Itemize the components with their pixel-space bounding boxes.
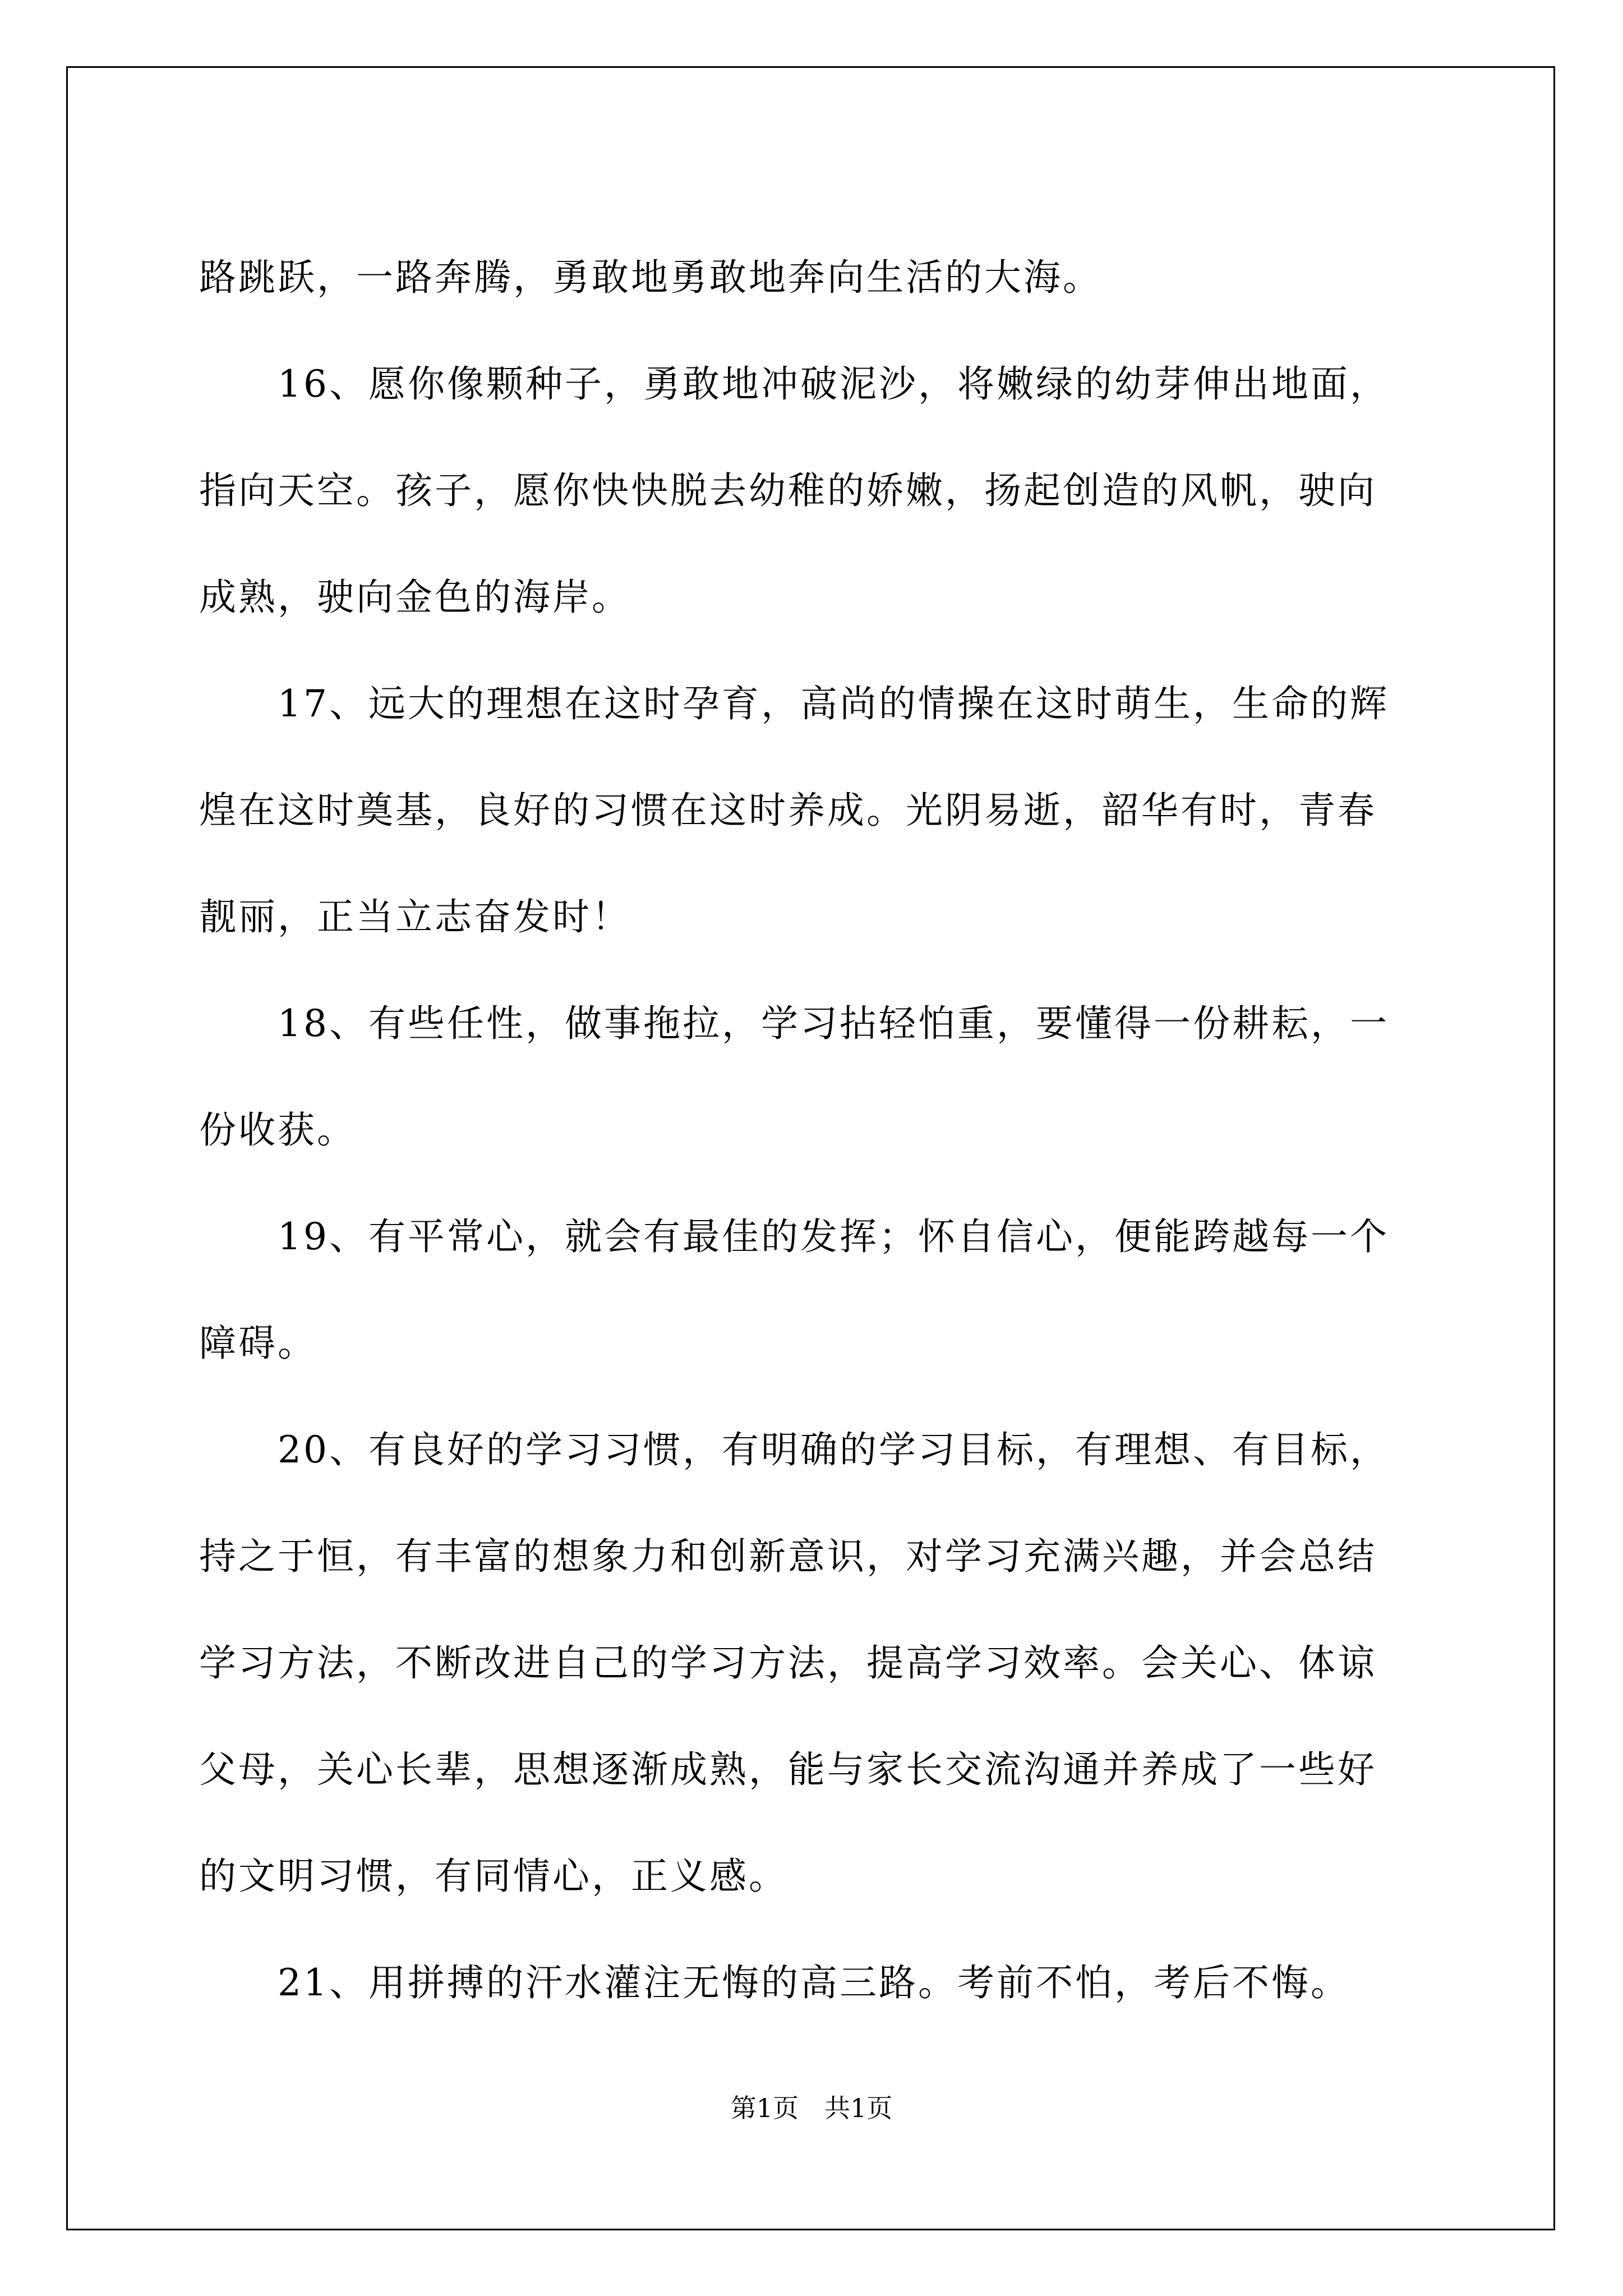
- text-line: 20、有良好的学习习惯，有明确的学习目标，有理想、有目标，: [199, 1428, 1389, 1471]
- text-line: 学习方法，不断改进自己的学习方法，提高学习效率。会关心、体谅: [199, 1641, 1377, 1685]
- text-line: 靓丽，正当立志奋发时！: [199, 895, 631, 938]
- text-line: 煌在这时奠基，良好的习惯在这时养成。光阴易逝，韶华有时，青春: [199, 789, 1377, 832]
- text-line: 障碍。: [199, 1322, 317, 1365]
- text-line: 份收获。: [199, 1108, 356, 1152]
- text-line: 指向天空。孩子，愿你快快脱去幼稚的娇嫩，扬起创造的风帆，驶向: [199, 469, 1377, 512]
- document-body: [199, 224, 1430, 2036]
- text-line: 17、远大的理想在这时孕育，高尚的情操在这时萌生，生命的辉: [199, 682, 1389, 725]
- text-line: 16、愿你像颗种子，勇敢地冲破泥沙，将嫩绿的幼芽伸出地面，: [199, 362, 1389, 406]
- text-line: 的文明习惯，有同情心，正义感。: [199, 1855, 788, 1898]
- page-footer: 第1页 共1页: [730, 2093, 893, 2123]
- text-line: 成熟，驶向金色的海岸。: [199, 576, 631, 619]
- text-line: 19、有平常心，就会有最佳的发挥；怀自信心，便能跨越每一个: [199, 1215, 1389, 1258]
- text-line: 持之于恒，有丰富的想象力和创新意识，对学习充满兴趣，并会总结: [199, 1535, 1377, 1578]
- text-line: 18、有些任性，做事拖拉，学习拈轻怕重，要懂得一份耕耘，一: [199, 1002, 1389, 1045]
- text-line: 父母，关心长辈，思想逐渐成熟，能与家长交流沟通并养成了一些好: [199, 1748, 1377, 1791]
- text-line: 路跳跃，一路奔腾，勇敢地勇敢地奔向生活的大海。: [199, 256, 1102, 299]
- text-line: 21、用拼搏的汗水灌注无悔的高三路。考前不怕，考后不悔。: [199, 1961, 1350, 2004]
